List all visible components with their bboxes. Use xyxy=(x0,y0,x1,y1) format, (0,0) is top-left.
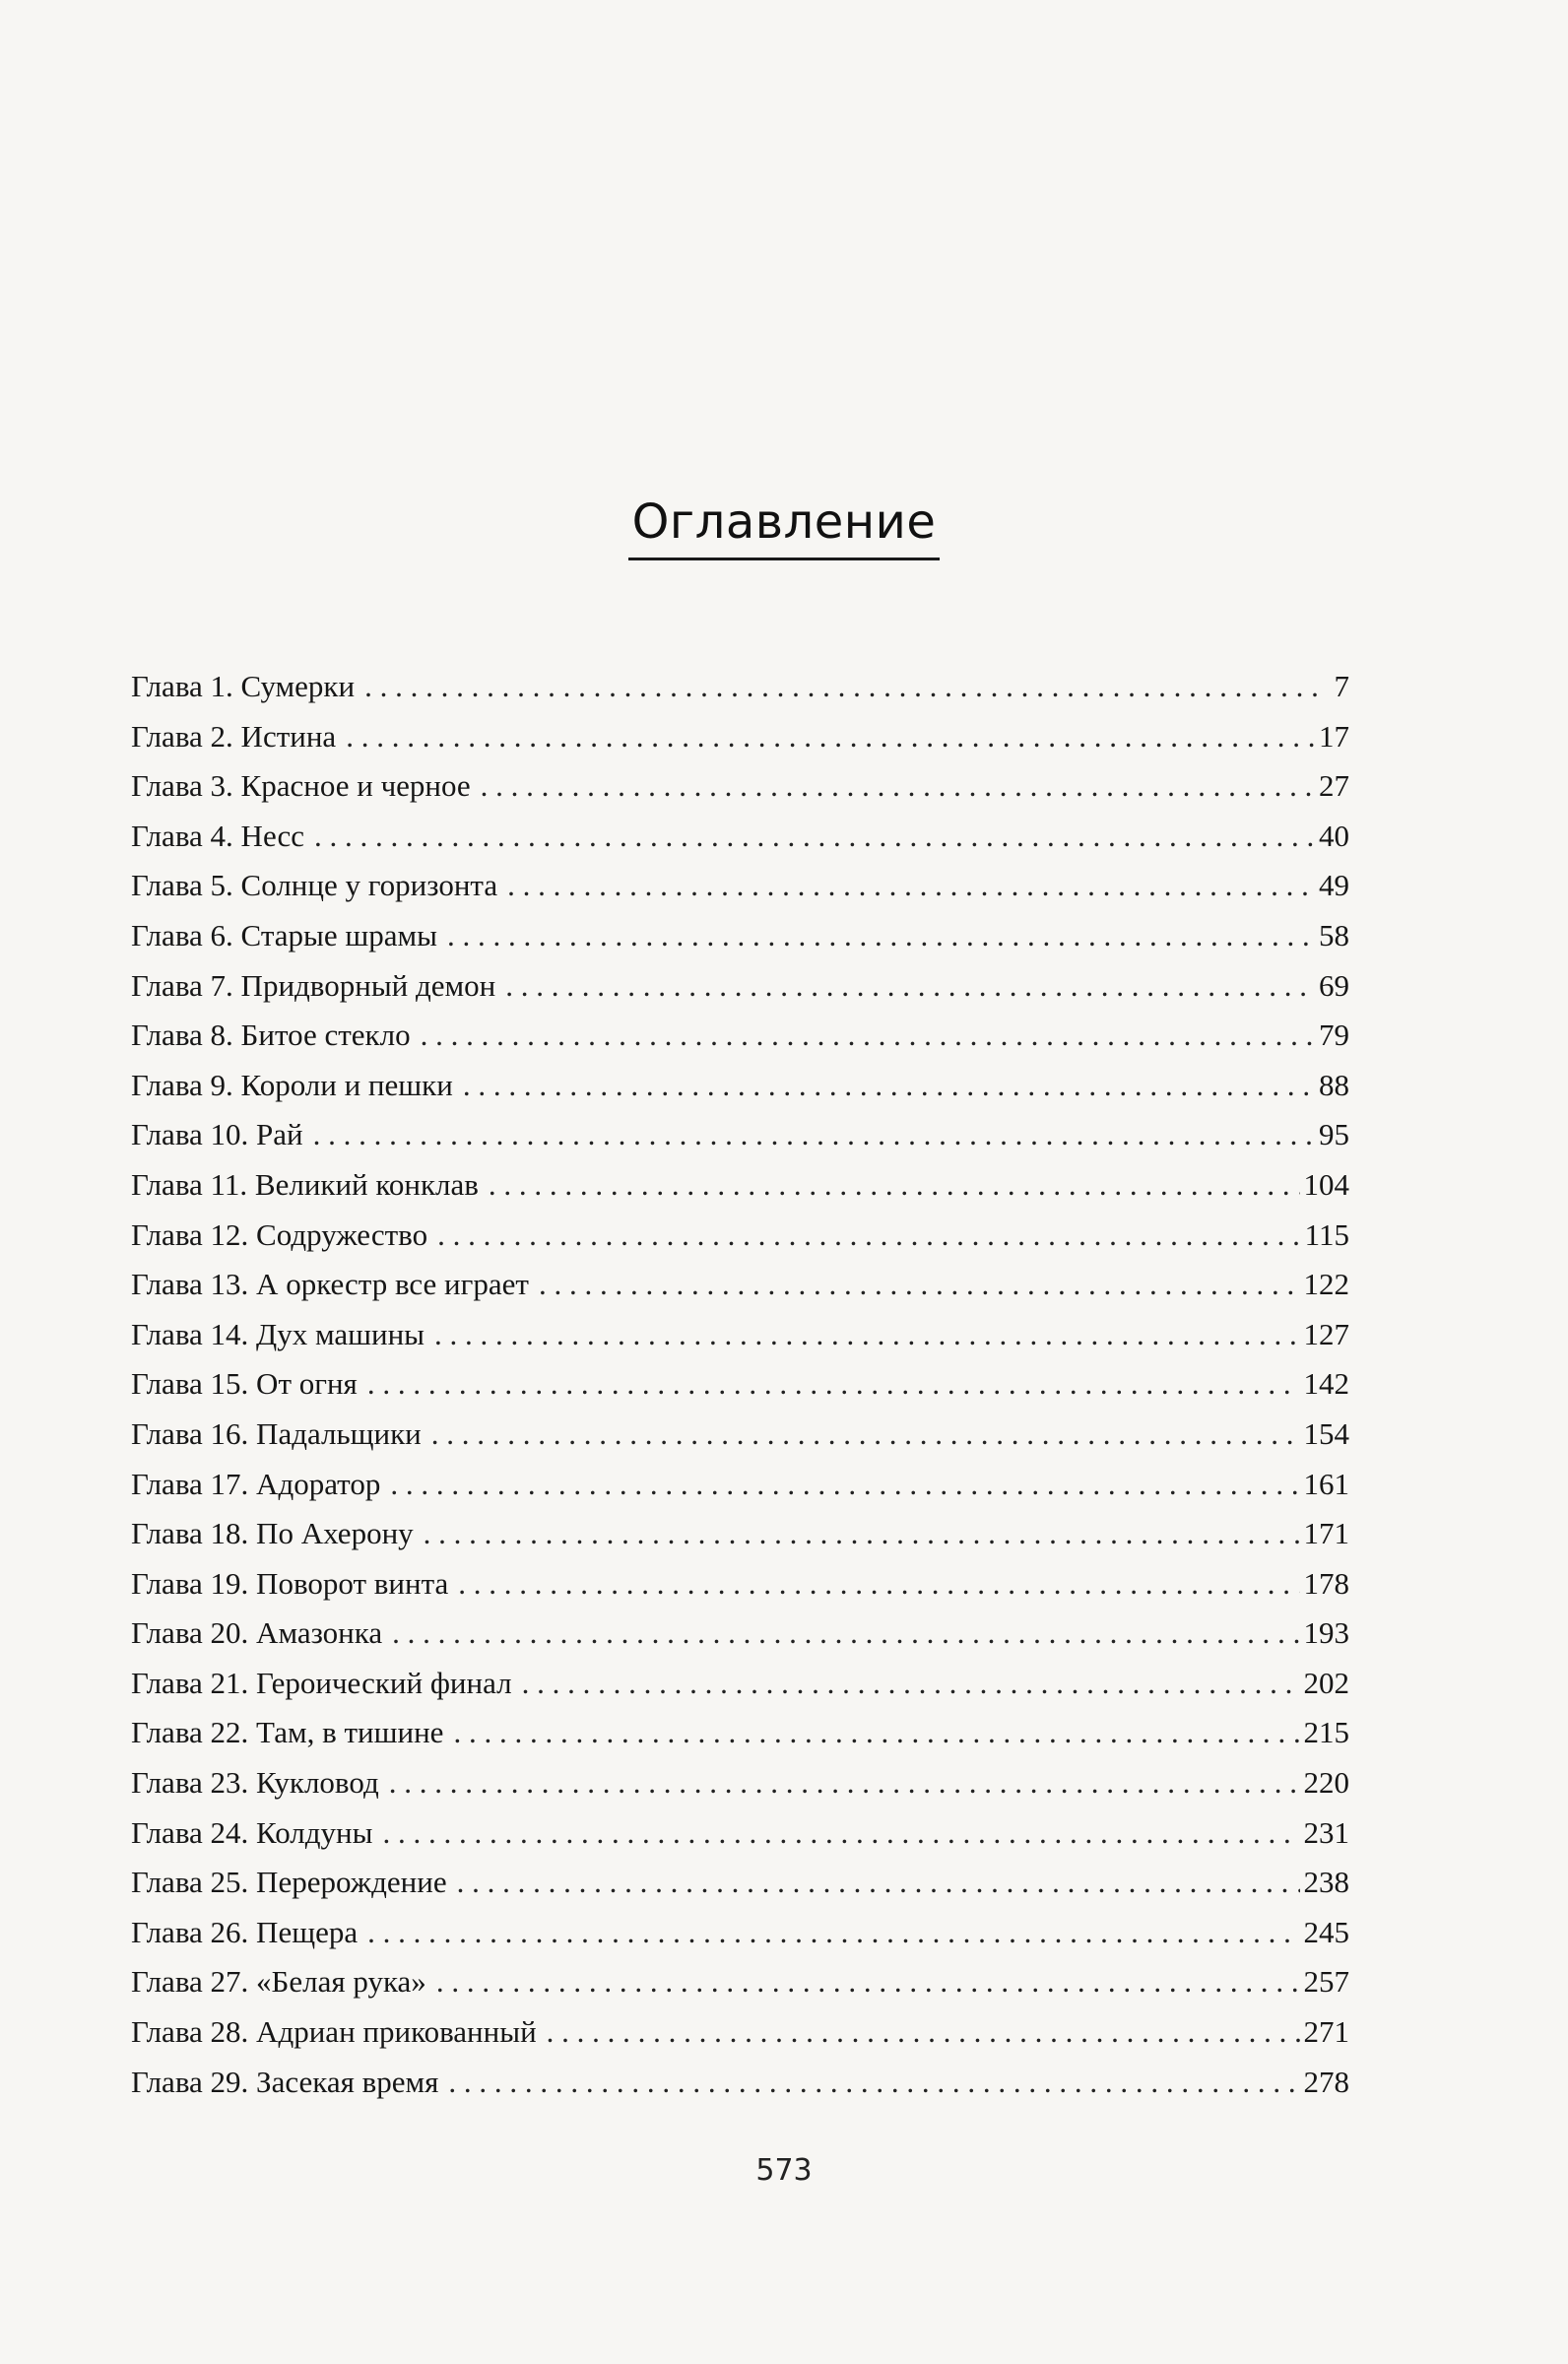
toc-entry-title: Глава 21. Героический финал xyxy=(131,1665,512,1700)
page-title: Оглавление xyxy=(628,494,941,560)
dot-leader xyxy=(437,1211,1301,1261)
toc-entry-page-number: 79 xyxy=(1319,1018,1349,1053)
dot-leader xyxy=(436,1957,1300,2007)
toc-entry-page-number: 122 xyxy=(1303,1267,1349,1302)
toc-entry xyxy=(131,1011,1349,1061)
toc-entry-page-number: 215 xyxy=(1303,1715,1349,1750)
dot-leader xyxy=(448,2058,1299,2108)
toc-entry xyxy=(131,1609,1349,1659)
toc-entry-title: Глава 15. От огня xyxy=(131,1366,358,1402)
toc-entry-page-number: 142 xyxy=(1303,1366,1349,1402)
toc-entry xyxy=(131,1110,1349,1160)
dot-leader xyxy=(463,1061,1315,1111)
toc-entry xyxy=(131,2058,1349,2108)
toc-entry-page-number: 171 xyxy=(1303,1516,1349,1551)
toc-entry xyxy=(131,1659,1349,1709)
toc-entry xyxy=(131,1758,1349,1808)
toc-entry-page-number: 115 xyxy=(1304,1216,1349,1252)
toc-entry-title: Глава 17. Адоратор xyxy=(131,1466,381,1501)
page-number: 573 xyxy=(755,2153,813,2188)
dot-leader xyxy=(392,1609,1299,1659)
toc-entry-page-number: 58 xyxy=(1319,917,1349,952)
toc-entry-title: Глава 23. Кукловод xyxy=(131,1765,379,1801)
toc-entry-page-number: 49 xyxy=(1319,868,1349,903)
toc-entry xyxy=(131,1260,1349,1310)
toc-entry-title: Глава 11. Великий конклав xyxy=(131,1166,479,1202)
toc-entry-title: Глава 18. По Ахерону xyxy=(131,1516,414,1551)
toc-entry xyxy=(131,1160,1349,1211)
dot-leader xyxy=(382,1808,1299,1859)
toc-entry-title: Глава 5. Солнце у горизонта xyxy=(131,868,498,903)
dot-leader xyxy=(421,1011,1315,1061)
heading-container xyxy=(0,463,1568,592)
toc-entry-title: Глава 19. Поворот винта xyxy=(131,1565,449,1601)
toc-entry xyxy=(131,1410,1349,1460)
toc-entry xyxy=(131,1808,1349,1859)
toc-entry-page-number: 220 xyxy=(1303,1765,1349,1801)
toc-entry-title: Глава 14. Дух машины xyxy=(131,1316,425,1351)
toc-entry-title: Глава 7. Придворный демон xyxy=(131,967,496,1003)
dot-leader xyxy=(367,1908,1299,1958)
dot-leader xyxy=(389,1758,1300,1808)
toc-entry-title: Глава 4. Несс xyxy=(131,818,304,853)
dot-leader xyxy=(431,1410,1300,1460)
toc-entry-page-number: 104 xyxy=(1303,1166,1349,1202)
toc-entry xyxy=(131,1211,1349,1261)
toc-entry-title: Глава 1. Сумерки xyxy=(131,669,356,703)
toc-entry xyxy=(131,1858,1349,1908)
toc-entry-page-number: 278 xyxy=(1303,2064,1349,2099)
toc-entry-title: Глава 9. Короли и пешки xyxy=(131,1067,453,1102)
toc-entry-page-number: 238 xyxy=(1303,1865,1349,1900)
toc-entry-title: Глава 25. Перерождение xyxy=(131,1865,447,1900)
toc-entry-title: Глава 13. А оркестр все играет xyxy=(131,1267,529,1302)
dot-leader xyxy=(390,1460,1299,1510)
toc-entry xyxy=(131,1708,1349,1758)
toc-entry xyxy=(131,1957,1349,2007)
toc-entry-title: Глава 20. Амазонка xyxy=(131,1615,383,1651)
toc-entry xyxy=(131,1310,1349,1360)
dot-leader xyxy=(507,861,1315,911)
toc-entry-title: Глава 2. Истина xyxy=(131,718,337,754)
toc-entry-title: Глава 12. Содружество xyxy=(131,1216,428,1252)
table-of-contents xyxy=(131,662,1349,2107)
toc-entry-title: Глава 26. Пещера xyxy=(131,1914,359,1949)
toc-entry-page-number: 95 xyxy=(1319,1117,1349,1152)
dot-leader xyxy=(434,1310,1300,1360)
dot-leader xyxy=(447,911,1315,961)
toc-entry-title: Глава 22. Там, в тишине xyxy=(131,1715,444,1750)
toc-entry-page-number: 193 xyxy=(1303,1615,1349,1651)
toc-entry-title: Глава 10. Рай xyxy=(131,1117,303,1152)
dot-leader xyxy=(453,1708,1299,1758)
toc-entry-title: Глава 16. Падальщики xyxy=(131,1415,422,1451)
dot-leader xyxy=(424,1509,1300,1559)
toc-entry-title: Глава 28. Адриан прикованный xyxy=(131,2014,537,2050)
toc-entry-page-number: 17 xyxy=(1319,718,1349,754)
toc-entry xyxy=(131,1061,1349,1111)
dot-leader xyxy=(346,712,1315,762)
toc-entry-page-number: 154 xyxy=(1303,1415,1349,1451)
toc-entry xyxy=(131,1559,1349,1609)
toc-entry-title: Глава 29. Засекая время xyxy=(131,2064,439,2099)
toc-entry xyxy=(131,712,1349,762)
toc-entry-page-number: 231 xyxy=(1303,1814,1349,1850)
toc-entry xyxy=(131,812,1349,862)
toc-entry xyxy=(131,761,1349,812)
toc-entry xyxy=(131,961,1349,1012)
toc-entry xyxy=(131,911,1349,961)
dot-leader xyxy=(489,1160,1300,1211)
toc-entry-title: Глава 27. «Белая рука» xyxy=(131,1964,426,2000)
toc-entry-page-number: 161 xyxy=(1303,1466,1349,1501)
dot-leader xyxy=(481,761,1315,812)
toc-entry-page-number: 40 xyxy=(1319,818,1349,853)
toc-entry xyxy=(131,1509,1349,1559)
dot-leader xyxy=(547,2007,1300,2058)
toc-entry-title: Глава 24. Колдуны xyxy=(131,1814,373,1850)
toc-entry-page-number: 245 xyxy=(1303,1914,1349,1949)
dot-leader xyxy=(522,1659,1300,1709)
toc-entry xyxy=(131,1908,1349,1958)
dot-leader xyxy=(364,662,1326,712)
dot-leader xyxy=(367,1359,1300,1410)
toc-entry xyxy=(131,662,1349,712)
dot-leader xyxy=(539,1260,1300,1310)
dot-leader xyxy=(457,1858,1300,1908)
toc-entry-page-number: 69 xyxy=(1319,967,1349,1003)
toc-entry-title: Глава 3. Красное и черное xyxy=(131,768,471,804)
dot-leader xyxy=(313,1110,1315,1160)
toc-entry-page-number: 127 xyxy=(1303,1316,1349,1351)
dot-leader xyxy=(314,812,1315,862)
toc-entry-page-number: 7 xyxy=(1334,669,1349,703)
toc-entry-title: Глава 8. Битое стекло xyxy=(131,1018,411,1053)
dot-leader xyxy=(505,961,1315,1012)
toc-entry-page-number: 178 xyxy=(1303,1565,1349,1601)
toc-entry xyxy=(131,861,1349,911)
toc-entry-page-number: 202 xyxy=(1303,1665,1349,1700)
toc-entry xyxy=(131,1359,1349,1410)
dot-leader xyxy=(458,1559,1299,1609)
toc-entry-title: Глава 6. Старые шрамы xyxy=(131,917,437,952)
toc-entry xyxy=(131,2007,1349,2058)
toc-entry-page-number: 257 xyxy=(1303,1964,1349,2000)
toc-entry-page-number: 271 xyxy=(1303,2014,1349,2050)
toc-entry xyxy=(131,1460,1349,1510)
toc-entry-page-number: 27 xyxy=(1319,768,1349,804)
toc-entry-page-number: 88 xyxy=(1319,1067,1349,1102)
